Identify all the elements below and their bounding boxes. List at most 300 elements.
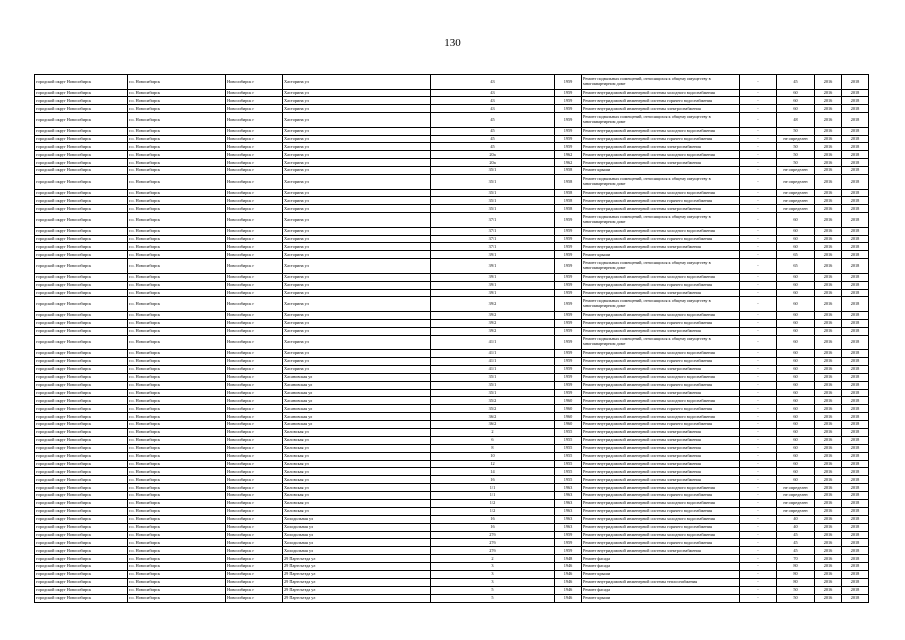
work-type-cell: Ремонт крыши bbox=[582, 251, 740, 259]
table-row bbox=[35, 113, 869, 128]
end-year-cell: 2018 bbox=[842, 327, 869, 335]
house-number-cell: 37/1 bbox=[431, 243, 555, 251]
city-cell: Новосибирск г bbox=[226, 135, 283, 143]
municipality-cell: г.о. Новосибирск bbox=[128, 243, 226, 251]
build-year-cell: 1958 bbox=[555, 167, 582, 175]
district-cell: городской округ Новосибирск bbox=[35, 531, 128, 539]
street-cell: Холодильная ул bbox=[283, 515, 431, 523]
house-number-cell: 35/1 bbox=[431, 389, 555, 397]
municipality-cell: г.о. Новосибирск bbox=[128, 500, 226, 508]
end-year-cell: 2018 bbox=[842, 531, 869, 539]
build-year-cell: 1959 bbox=[555, 89, 582, 97]
district-cell: городской округ Новосибирск bbox=[35, 405, 128, 413]
start-year-cell: 2016 bbox=[815, 373, 842, 381]
district-cell: городской округ Новосибирск bbox=[35, 515, 128, 523]
district-cell: городской округ Новосибирск bbox=[35, 135, 128, 143]
house-number-cell: 5 bbox=[431, 586, 555, 594]
end-year-cell: 2018 bbox=[842, 197, 869, 205]
build-year-cell: 1959 bbox=[555, 143, 582, 151]
house-number-cell: 36/2 bbox=[431, 413, 555, 421]
dash-cell: - bbox=[740, 413, 777, 421]
cost-cell: 60 bbox=[777, 319, 815, 327]
start-year-cell: 2016 bbox=[815, 251, 842, 259]
street-cell: Хасторина ул bbox=[283, 319, 431, 327]
municipality-cell: г.о. Новосибирск bbox=[128, 335, 226, 350]
work-type-cell: Ремонт внутридомовой инженерной системы горячего водоснабжения bbox=[582, 405, 740, 413]
start-year-cell: 2016 bbox=[815, 405, 842, 413]
street-cell: Холодильная ул bbox=[283, 547, 431, 555]
work-type-cell: Ремонт внутридомовой инженерной системы электроснабжения bbox=[582, 143, 740, 151]
district-cell: городской округ Новосибирск bbox=[35, 143, 128, 151]
street-cell: Хиловская ул bbox=[283, 500, 431, 508]
district-cell: городской округ Новосибирск bbox=[35, 563, 128, 571]
work-type-cell: Ремонт внутридомовой инженерной системы холодного водоснабжения bbox=[582, 189, 740, 197]
district-cell: городской округ Новосибирск bbox=[35, 197, 128, 205]
work-type-cell: Ремонт подвальных помещений, относящихся к общему имуществу в многоквартирном доме bbox=[582, 259, 740, 274]
table-row bbox=[35, 563, 869, 571]
work-type-cell: Ремонт внутридомовой инженерной системы холодного водоснабжения bbox=[582, 531, 740, 539]
cost-cell: 60 bbox=[777, 444, 815, 452]
municipality-cell: г.о. Новосибирск bbox=[128, 135, 226, 143]
city-cell: Новосибирск г bbox=[226, 159, 283, 167]
start-year-cell: 2016 bbox=[815, 89, 842, 97]
district-cell: городской округ Новосибирск bbox=[35, 468, 128, 476]
start-year-cell: 2016 bbox=[815, 159, 842, 167]
work-type-cell: Ремонт внутридомовой инженерной системы холодного водоснабжения bbox=[582, 311, 740, 319]
dash-cell: - bbox=[740, 127, 777, 135]
table-row bbox=[35, 444, 869, 452]
table-row bbox=[35, 468, 869, 476]
start-year-cell: 2016 bbox=[815, 259, 842, 274]
end-year-cell: 2018 bbox=[842, 251, 869, 259]
dash-cell: - bbox=[740, 167, 777, 175]
house-number-cell: 35/1 bbox=[431, 205, 555, 213]
build-year-cell: 1959 bbox=[555, 289, 582, 297]
end-year-cell: 2018 bbox=[842, 460, 869, 468]
cost-cell: 48 bbox=[777, 113, 815, 128]
table-row bbox=[35, 319, 869, 327]
table-row bbox=[35, 189, 869, 197]
table-row bbox=[35, 105, 869, 113]
street-cell: Холодильная ул bbox=[283, 539, 431, 547]
end-year-cell: 2018 bbox=[842, 151, 869, 159]
municipality-cell: г.о. Новосибирск bbox=[128, 75, 226, 90]
city-cell: Новосибирск г bbox=[226, 460, 283, 468]
street-cell: Хасторина ул bbox=[283, 243, 431, 251]
end-year-cell: 2018 bbox=[842, 357, 869, 365]
district-cell: городской округ Новосибирск bbox=[35, 127, 128, 135]
dash-cell: - bbox=[740, 175, 777, 190]
cost-cell: 60 bbox=[777, 311, 815, 319]
work-type-cell: Ремонт подвальных помещений, относящихся к общему имуществу в многоквартирном доме bbox=[582, 213, 740, 228]
work-type-cell: Ремонт внутридомовой инженерной системы электроснабжения bbox=[582, 365, 740, 373]
municipality-cell: г.о. Новосибирск bbox=[128, 413, 226, 421]
district-cell: городской округ Новосибирск bbox=[35, 365, 128, 373]
house-number-cell: 27б bbox=[431, 539, 555, 547]
municipality-cell: г.о. Новосибирск bbox=[128, 547, 226, 555]
cost-cell: 60 bbox=[777, 413, 815, 421]
municipality-cell: г.о. Новосибирск bbox=[128, 281, 226, 289]
city-cell: Новосибирск г bbox=[226, 97, 283, 105]
street-cell: Хасторина ул bbox=[283, 97, 431, 105]
end-year-cell: 2018 bbox=[842, 492, 869, 500]
street-cell: Хасторина ул bbox=[283, 127, 431, 135]
house-number-cell: 41/1 bbox=[431, 350, 555, 358]
capital-repair-table bbox=[34, 74, 869, 603]
city-cell: Новосибирск г bbox=[226, 429, 283, 437]
start-year-cell: 2016 bbox=[815, 327, 842, 335]
start-year-cell: 2016 bbox=[815, 297, 842, 312]
cost-cell: 60 bbox=[777, 335, 815, 350]
start-year-cell: 2016 bbox=[815, 205, 842, 213]
dash-cell: - bbox=[740, 151, 777, 159]
end-year-cell: 2018 bbox=[842, 97, 869, 105]
end-year-cell: 2018 bbox=[842, 523, 869, 531]
street-cell: Холодильная ул bbox=[283, 523, 431, 531]
start-year-cell: 2016 bbox=[815, 350, 842, 358]
city-cell: Новосибирск г bbox=[226, 127, 283, 135]
municipality-cell: г.о. Новосибирск bbox=[128, 484, 226, 492]
build-year-cell: 1959 bbox=[555, 319, 582, 327]
work-type-cell: Ремонт фасада bbox=[582, 555, 740, 563]
municipality-cell: г.о. Новосибирск bbox=[128, 594, 226, 602]
municipality-cell: г.о. Новосибирск bbox=[128, 311, 226, 319]
start-year-cell: 2016 bbox=[815, 578, 842, 586]
house-number-cell: 14 bbox=[431, 468, 555, 476]
work-type-cell: Ремонт внутридомовой инженерной системы холодного водоснабжения bbox=[582, 413, 740, 421]
district-cell: городской округ Новосибирск bbox=[35, 500, 128, 508]
work-type-cell: Ремонт внутридомовой инженерной системы электроснабжения bbox=[582, 105, 740, 113]
build-year-cell: 1959 bbox=[555, 105, 582, 113]
work-type-cell: Ремонт внутридомовой инженерной системы холодного водоснабжения bbox=[582, 500, 740, 508]
city-cell: Новосибирск г bbox=[226, 227, 283, 235]
house-number-cell: 41/1 bbox=[431, 335, 555, 350]
dash-cell: - bbox=[740, 531, 777, 539]
table-row bbox=[35, 373, 869, 381]
district-cell: городской округ Новосибирск bbox=[35, 397, 128, 405]
start-year-cell: 2016 bbox=[815, 594, 842, 602]
cost-cell: не определен bbox=[777, 175, 815, 190]
end-year-cell: 2018 bbox=[842, 243, 869, 251]
house-number-cell: 35/2 bbox=[431, 397, 555, 405]
work-type-cell: Ремонт внутридомовой инженерной системы горячего водоснабжения bbox=[582, 319, 740, 327]
build-year-cell: 1959 bbox=[555, 227, 582, 235]
municipality-cell: г.о. Новосибирск bbox=[128, 89, 226, 97]
house-number-cell: 45 bbox=[431, 127, 555, 135]
table-row bbox=[35, 531, 869, 539]
district-cell: городской округ Новосибирск bbox=[35, 327, 128, 335]
table-row bbox=[35, 97, 869, 105]
city-cell: Новосибирск г bbox=[226, 555, 283, 563]
municipality-cell: г.о. Новосибирск bbox=[128, 397, 226, 405]
end-year-cell: 2018 bbox=[842, 205, 869, 213]
build-year-cell: 1946 bbox=[555, 594, 582, 602]
work-type-cell: Ремонт внутридомовой инженерной системы холодного водоснабжения bbox=[582, 373, 740, 381]
dash-cell: - bbox=[740, 578, 777, 586]
work-type-cell: Ремонт внутридомовой инженерной системы холодного водоснабжения bbox=[582, 350, 740, 358]
work-type-cell: Ремонт внутридомовой инженерной системы электроснабжения bbox=[582, 289, 740, 297]
end-year-cell: 2018 bbox=[842, 135, 869, 143]
start-year-cell: 2016 bbox=[815, 105, 842, 113]
end-year-cell: 2018 bbox=[842, 429, 869, 437]
build-year-cell: 1946 bbox=[555, 571, 582, 579]
house-number-cell: 39/2 bbox=[431, 327, 555, 335]
street-cell: Хасторина ул bbox=[283, 151, 431, 159]
end-year-cell: 2018 bbox=[842, 476, 869, 484]
work-type-cell: Ремонт внутридомовой инженерной системы электроснабжения bbox=[582, 444, 740, 452]
work-type-cell: Ремонт фасада bbox=[582, 563, 740, 571]
district-cell: городской округ Новосибирск bbox=[35, 350, 128, 358]
dash-cell: - bbox=[740, 205, 777, 213]
municipality-cell: г.о. Новосибирск bbox=[128, 381, 226, 389]
house-number-cell: 35/1 bbox=[431, 167, 555, 175]
street-cell: Хиловская ул bbox=[283, 444, 431, 452]
house-number-cell: 20а bbox=[431, 159, 555, 167]
city-cell: Новосибирск г bbox=[226, 389, 283, 397]
house-number-cell: 5 bbox=[431, 594, 555, 602]
house-number-cell: 8 bbox=[431, 444, 555, 452]
end-year-cell: 2018 bbox=[842, 213, 869, 228]
dash-cell: - bbox=[740, 311, 777, 319]
house-number-cell: 35/2 bbox=[431, 405, 555, 413]
house-number-cell: 43 bbox=[431, 105, 555, 113]
work-type-cell: Ремонт внутридомовой инженерной системы горячего водоснабжения bbox=[582, 421, 740, 429]
cost-cell: 60 bbox=[777, 452, 815, 460]
house-number-cell: 35/1 bbox=[431, 197, 555, 205]
house-number-cell: 39/1 bbox=[431, 251, 555, 259]
city-cell: Новосибирск г bbox=[226, 105, 283, 113]
district-cell: городской округ Новосибирск bbox=[35, 113, 128, 128]
house-number-cell: 36/2 bbox=[431, 421, 555, 429]
table-row bbox=[35, 167, 869, 175]
street-cell: 29 Партсъезда ул bbox=[283, 555, 431, 563]
build-year-cell: 1960 bbox=[555, 405, 582, 413]
build-year-cell: 1959 bbox=[555, 235, 582, 243]
end-year-cell: 2018 bbox=[842, 555, 869, 563]
dash-cell: - bbox=[740, 159, 777, 167]
table-row bbox=[35, 213, 869, 228]
end-year-cell: 2018 bbox=[842, 319, 869, 327]
cost-cell: не определен bbox=[777, 189, 815, 197]
dash-cell: - bbox=[740, 243, 777, 251]
work-type-cell: Ремонт внутридомовой инженерной системы горячего водоснабжения bbox=[582, 281, 740, 289]
end-year-cell: 2018 bbox=[842, 381, 869, 389]
city-cell: Новосибирск г bbox=[226, 205, 283, 213]
district-cell: городской округ Новосибирск bbox=[35, 175, 128, 190]
start-year-cell: 2016 bbox=[815, 335, 842, 350]
table-row bbox=[35, 197, 869, 205]
build-year-cell: 1946 bbox=[555, 578, 582, 586]
street-cell: Хасторина ул bbox=[283, 113, 431, 128]
house-number-cell: 39/1 bbox=[431, 281, 555, 289]
street-cell: Хасторина ул bbox=[283, 327, 431, 335]
table-row bbox=[35, 243, 869, 251]
end-year-cell: 2018 bbox=[842, 143, 869, 151]
dash-cell: - bbox=[740, 289, 777, 297]
city-cell: Новосибирск г bbox=[226, 373, 283, 381]
city-cell: Новосибирск г bbox=[226, 319, 283, 327]
build-year-cell: 1962 bbox=[555, 159, 582, 167]
work-type-cell: Ремонт крыши bbox=[582, 571, 740, 579]
start-year-cell: 2016 bbox=[815, 571, 842, 579]
table-row bbox=[35, 350, 869, 358]
city-cell: Новосибирск г bbox=[226, 243, 283, 251]
street-cell: Хасторина ул bbox=[283, 213, 431, 228]
municipality-cell: г.о. Новосибирск bbox=[128, 452, 226, 460]
district-cell: городской округ Новосибирск bbox=[35, 594, 128, 602]
street-cell: Хасторина ул bbox=[283, 227, 431, 235]
dash-cell: - bbox=[740, 213, 777, 228]
table-row bbox=[35, 500, 869, 508]
city-cell: Новосибирск г bbox=[226, 281, 283, 289]
end-year-cell: 2018 bbox=[842, 113, 869, 128]
dash-cell: - bbox=[740, 97, 777, 105]
start-year-cell: 2016 bbox=[815, 197, 842, 205]
end-year-cell: 2018 bbox=[842, 397, 869, 405]
build-year-cell: 1959 bbox=[555, 531, 582, 539]
start-year-cell: 2016 bbox=[815, 397, 842, 405]
municipality-cell: г.о. Новосибирск bbox=[128, 444, 226, 452]
district-cell: городской округ Новосибирск bbox=[35, 289, 128, 297]
dash-cell: - bbox=[740, 251, 777, 259]
dash-cell: - bbox=[740, 444, 777, 452]
city-cell: Новосибирск г bbox=[226, 507, 283, 515]
municipality-cell: г.о. Новосибирск bbox=[128, 113, 226, 128]
street-cell: Хасановская ул bbox=[283, 389, 431, 397]
municipality-cell: г.о. Новосибирск bbox=[128, 151, 226, 159]
city-cell: Новосибирск г bbox=[226, 235, 283, 243]
dash-cell: - bbox=[740, 429, 777, 437]
dash-cell: - bbox=[740, 515, 777, 523]
end-year-cell: 2018 bbox=[842, 578, 869, 586]
dash-cell: - bbox=[740, 227, 777, 235]
house-number-cell: 39/1 bbox=[431, 259, 555, 274]
municipality-cell: г.о. Новосибирск bbox=[128, 476, 226, 484]
street-cell: Хиловская ул bbox=[283, 476, 431, 484]
cost-cell: не определен bbox=[777, 484, 815, 492]
city-cell: Новосибирск г bbox=[226, 421, 283, 429]
start-year-cell: 2016 bbox=[815, 531, 842, 539]
municipality-cell: г.о. Новосибирск bbox=[128, 468, 226, 476]
dash-cell: - bbox=[740, 523, 777, 531]
city-cell: Новосибирск г bbox=[226, 571, 283, 579]
district-cell: городской округ Новосибирск bbox=[35, 159, 128, 167]
end-year-cell: 2018 bbox=[842, 413, 869, 421]
district-cell: городской округ Новосибирск bbox=[35, 523, 128, 531]
work-type-cell: Ремонт внутридомовой инженерной системы горячего водоснабжения bbox=[582, 492, 740, 500]
municipality-cell: г.о. Новосибирск bbox=[128, 555, 226, 563]
district-cell: городской округ Новосибирск bbox=[35, 547, 128, 555]
municipality-cell: г.о. Новосибирск bbox=[128, 389, 226, 397]
build-year-cell: 1948 bbox=[555, 555, 582, 563]
street-cell: Хасторина ул bbox=[283, 350, 431, 358]
start-year-cell: 2016 bbox=[815, 97, 842, 105]
city-cell: Новосибирск г bbox=[226, 515, 283, 523]
street-cell: Хиловская ул bbox=[283, 452, 431, 460]
municipality-cell: г.о. Новосибирск bbox=[128, 571, 226, 579]
district-cell: городской округ Новосибирск bbox=[35, 105, 128, 113]
city-cell: Новосибирск г bbox=[226, 381, 283, 389]
city-cell: Новосибирск г bbox=[226, 311, 283, 319]
end-year-cell: 2018 bbox=[842, 281, 869, 289]
start-year-cell: 2016 bbox=[815, 484, 842, 492]
house-number-cell: 43 bbox=[431, 97, 555, 105]
work-type-cell: Ремонт внутридомовой инженерной системы электроснабжения bbox=[582, 159, 740, 167]
municipality-cell: г.о. Новосибирск bbox=[128, 405, 226, 413]
dash-cell: - bbox=[740, 468, 777, 476]
house-number-cell: 43 bbox=[431, 89, 555, 97]
end-year-cell: 2018 bbox=[842, 594, 869, 602]
cost-cell: 45 bbox=[777, 539, 815, 547]
municipality-cell: г.о. Новосибирск bbox=[128, 105, 226, 113]
start-year-cell: 2016 bbox=[815, 127, 842, 135]
cost-cell: 60 bbox=[777, 436, 815, 444]
table-row bbox=[35, 507, 869, 515]
dash-cell: - bbox=[740, 484, 777, 492]
dash-cell: - bbox=[740, 235, 777, 243]
house-number-cell: 37/1 bbox=[431, 213, 555, 228]
city-cell: Новосибирск г bbox=[226, 500, 283, 508]
table-row bbox=[35, 327, 869, 335]
municipality-cell: г.о. Новосибирск bbox=[128, 227, 226, 235]
cost-cell: не определен bbox=[777, 507, 815, 515]
municipality-cell: г.о. Новосибирск bbox=[128, 586, 226, 594]
start-year-cell: 2016 bbox=[815, 167, 842, 175]
district-cell: городской округ Новосибирск bbox=[35, 389, 128, 397]
work-type-cell: Ремонт внутридомовой инженерной системы холодного водоснабжения bbox=[582, 227, 740, 235]
cost-cell: 60 bbox=[777, 421, 815, 429]
build-year-cell: 1959 bbox=[555, 97, 582, 105]
street-cell: Хасторина ул bbox=[283, 135, 431, 143]
cost-cell: 60 bbox=[777, 227, 815, 235]
municipality-cell: г.о. Новосибирск bbox=[128, 297, 226, 312]
house-number-cell: 39/2 bbox=[431, 297, 555, 312]
city-cell: Новосибирск г bbox=[226, 151, 283, 159]
cost-cell: 60 bbox=[777, 213, 815, 228]
street-cell: Хиловская ул bbox=[283, 429, 431, 437]
municipality-cell: г.о. Новосибирск bbox=[128, 143, 226, 151]
city-cell: Новосибирск г bbox=[226, 251, 283, 259]
city-cell: Новосибирск г bbox=[226, 578, 283, 586]
table-row bbox=[35, 159, 869, 167]
district-cell: городской округ Новосибирск bbox=[35, 484, 128, 492]
street-cell: Хасторина ул bbox=[283, 357, 431, 365]
municipality-cell: г.о. Новосибирск bbox=[128, 507, 226, 515]
district-cell: городской округ Новосибирск bbox=[35, 586, 128, 594]
build-year-cell: 1955 bbox=[555, 429, 582, 437]
table-row bbox=[35, 594, 869, 602]
work-type-cell: Ремонт внутридомовой инженерной системы электроснабжения bbox=[582, 243, 740, 251]
work-type-cell: Ремонт внутридомовой инженерной системы электроснабжения bbox=[582, 389, 740, 397]
build-year-cell: 1959 bbox=[555, 373, 582, 381]
city-cell: Новосибирск г bbox=[226, 143, 283, 151]
house-number-cell: 3 bbox=[431, 563, 555, 571]
table-row bbox=[35, 127, 869, 135]
cost-cell: 60 bbox=[777, 235, 815, 243]
build-year-cell: 1959 bbox=[555, 75, 582, 90]
end-year-cell: 2018 bbox=[842, 500, 869, 508]
end-year-cell: 2018 bbox=[842, 452, 869, 460]
build-year-cell: 1959 bbox=[555, 281, 582, 289]
end-year-cell: 2018 bbox=[842, 484, 869, 492]
end-year-cell: 2018 bbox=[842, 335, 869, 350]
table-row bbox=[35, 429, 869, 437]
city-cell: Новосибирск г bbox=[226, 113, 283, 128]
cost-cell: 45 bbox=[777, 547, 815, 555]
cost-cell: 80 bbox=[777, 571, 815, 579]
build-year-cell: 1959 bbox=[555, 251, 582, 259]
house-number-cell: 1/2 bbox=[431, 507, 555, 515]
